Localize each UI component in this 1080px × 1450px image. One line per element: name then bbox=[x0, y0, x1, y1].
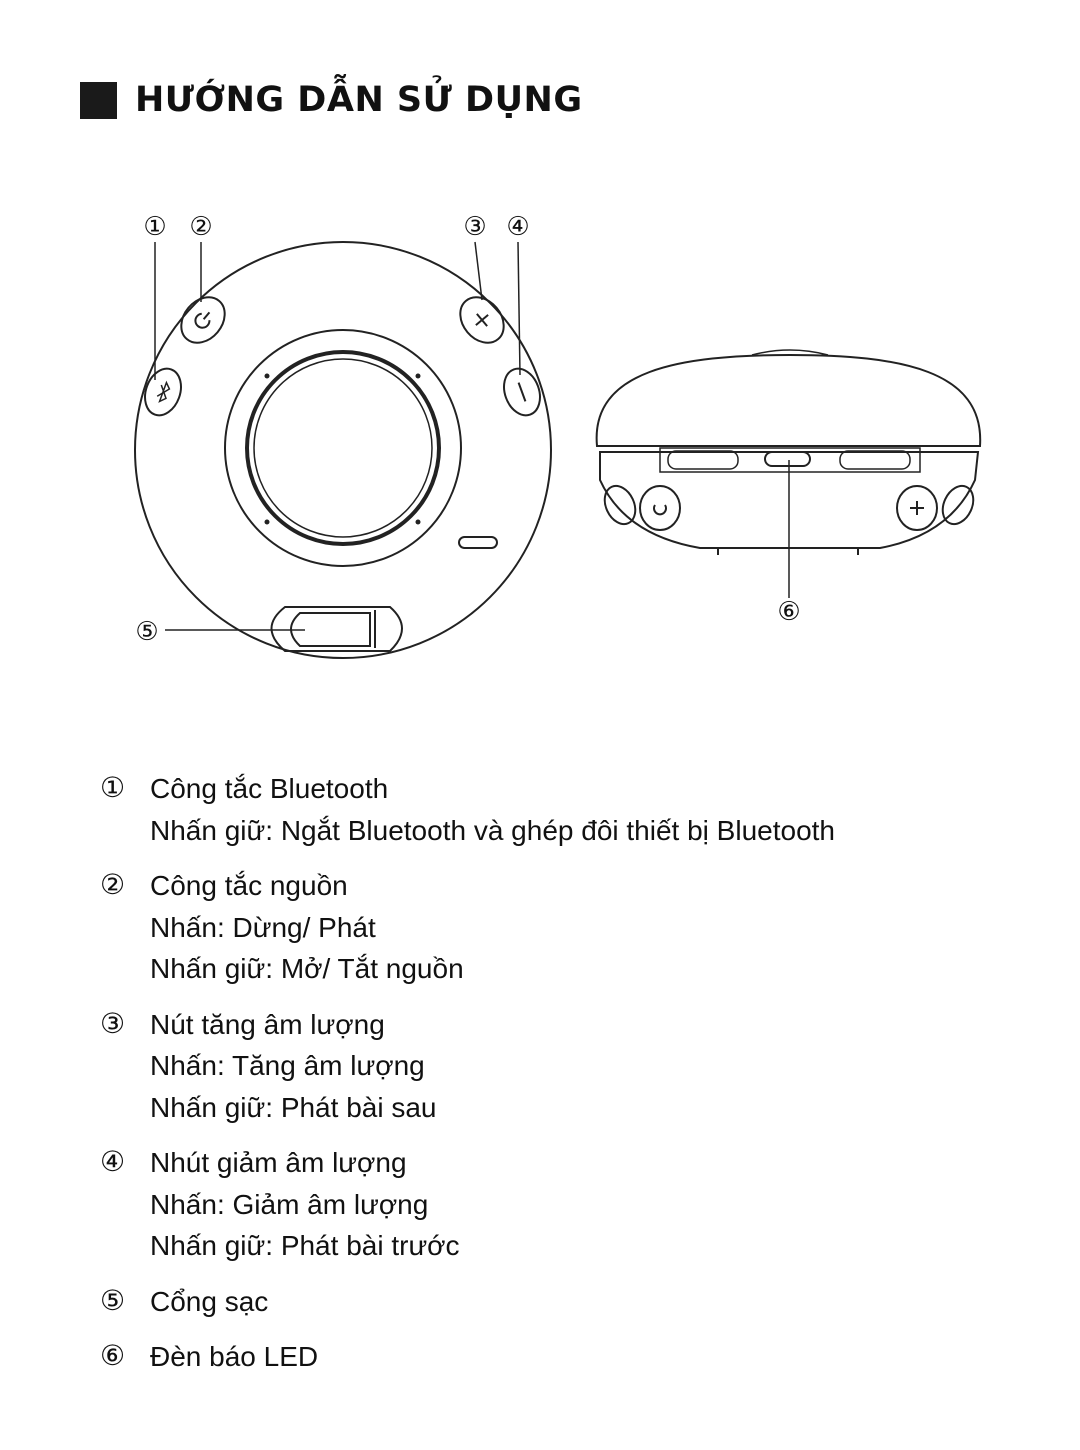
callout-3: ③ bbox=[463, 212, 487, 242]
item-detail: Nhấn giữ: Ngắt Bluetooth và ghép đôi thiết bị Bluetooth bbox=[150, 814, 835, 846]
callout-4: ④ bbox=[506, 212, 530, 242]
bluetooth-button-icon bbox=[139, 364, 187, 421]
list-item bbox=[100, 1142, 1040, 1267]
led-indicator bbox=[765, 452, 810, 466]
charging-port-icon bbox=[272, 607, 403, 651]
item-number: ④ bbox=[100, 1145, 126, 1178]
speaker-top-body bbox=[135, 242, 551, 658]
item-number: ① bbox=[100, 771, 126, 804]
item-title: Nút tăng âm lượng bbox=[150, 1008, 385, 1040]
side-power-button-icon bbox=[640, 486, 680, 530]
item-detail: Nhấn giữ: Phát bài sau bbox=[150, 1091, 437, 1123]
item-title: Công tắc nguồn bbox=[150, 870, 348, 901]
item-title: Đèn báo LED bbox=[150, 1341, 319, 1372]
led-slot bbox=[459, 537, 497, 548]
list-item bbox=[100, 1004, 1040, 1129]
item-detail: Nhấn giữ: Mở/ Tắt nguồn bbox=[150, 953, 464, 984]
volume-down-button-icon bbox=[498, 364, 546, 421]
item-title: Nhút giảm âm lượng bbox=[150, 1147, 407, 1178]
speaker-grille-outer bbox=[225, 330, 461, 566]
item-number: ③ bbox=[100, 1006, 126, 1040]
speaker-grille-inner bbox=[247, 352, 439, 544]
item-number: ⑤ bbox=[100, 1283, 126, 1317]
instruction-list bbox=[100, 768, 1040, 1392]
power-button-icon bbox=[172, 289, 233, 352]
list-item bbox=[100, 1336, 1040, 1378]
list-item bbox=[100, 865, 1040, 990]
page-title: HƯỚNG DẪN SỬ DỤNG bbox=[135, 80, 583, 120]
item-detail: Nhấn giữ: Phát bài trước bbox=[150, 1230, 460, 1261]
item-number: ⑥ bbox=[100, 1339, 126, 1372]
header-square-icon bbox=[80, 82, 117, 119]
side-volume-up-button-icon bbox=[897, 486, 937, 530]
item-number: ② bbox=[100, 868, 126, 901]
list-item bbox=[100, 1281, 1040, 1323]
item-title: Cổng sạc bbox=[150, 1285, 269, 1317]
item-detail: Nhấn: Tăng âm lượng bbox=[150, 1050, 425, 1081]
item-detail: Nhấn: Giảm âm lượng bbox=[150, 1188, 429, 1220]
callout-2: ② bbox=[189, 212, 213, 242]
callout-6: ⑥ bbox=[777, 597, 801, 627]
list-item bbox=[100, 768, 1040, 851]
item-title: Công tắc Bluetooth bbox=[150, 773, 389, 804]
item-detail: Nhấn: Dừng/ Phát bbox=[150, 911, 376, 943]
speaker-diagram bbox=[0, 150, 1080, 710]
speaker-side-dome bbox=[597, 355, 981, 446]
page-header bbox=[80, 80, 583, 120]
callout-1: ① bbox=[143, 212, 167, 242]
callout-5: ⑤ bbox=[135, 617, 159, 647]
